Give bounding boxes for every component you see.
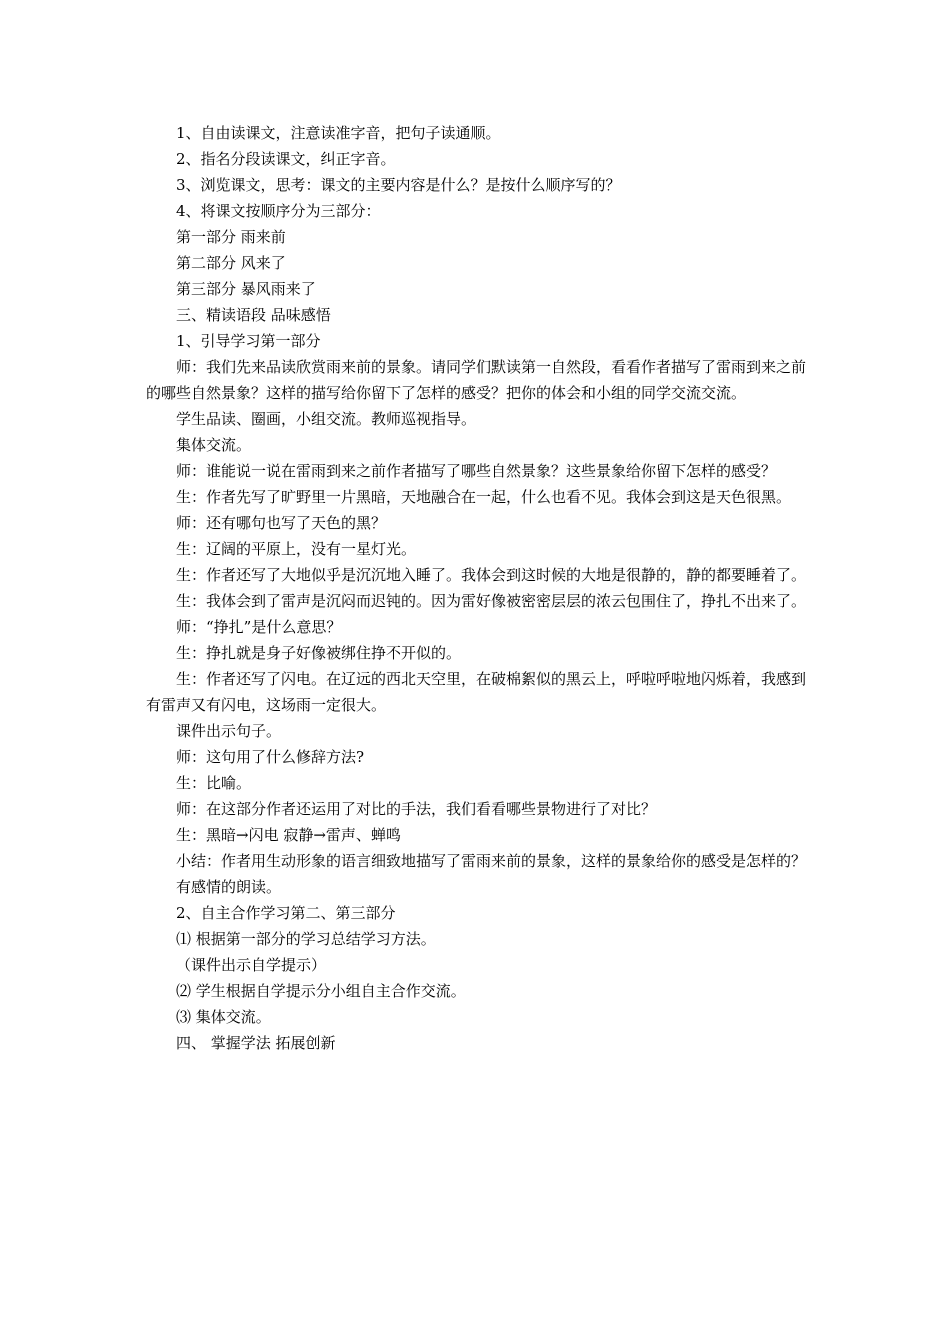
student-paragraph: 生：作者还写了闪电。在辽远的西北天空里，在破棉絮似的黑云上，呼啦呼啦地闪烁着，我感到有雷声又有闪电，这场雨一定很大。 (146, 670, 807, 714)
teacher-paragraph: 师：还有哪句也写了天色的黑？ (176, 514, 387, 532)
section-heading-master-methods: 四、 掌握学法 拓展创新 (176, 1034, 336, 1052)
body-paragraph: 集体交流。 (176, 436, 252, 454)
teacher-paragraph: 师：这句用了什么修辞方法? (176, 748, 365, 766)
teacher-paragraph: 师：我们先来品读欣赏雨来前的景象。请同学们默读第一自然段，看看作者描写了雷雨到来之前的哪些自然景象？这样的描写给你留下了怎样的感受？把你的体会和小组的同学交流交流。 (146, 358, 807, 402)
part-one-label: 第一部分 雨来前 (176, 228, 286, 246)
student-paragraph: 生：比喻。 (176, 774, 252, 792)
body-paragraph: （课件出示自学提示） (176, 956, 327, 974)
student-paragraph: 生：挣扎就是身子好像被绑住挣不开似的。 (176, 644, 462, 662)
list-item-divide-parts: 4、将课文按顺序分为三部分： (176, 202, 381, 220)
document-body (146, 120, 810, 1056)
summary-paragraph: 小结：作者用生动形象的语言细致地描写了雷雨来前的景象，这样的景象给你的感受是怎样的？ (176, 852, 807, 870)
part-three-label: 第三部分 暴风雨来了 (176, 280, 316, 298)
numbered-step: ⑴ 根据第一部分的学习总结学习方法。 (176, 930, 436, 948)
list-item-browse-text: 3、浏览课文，思考：课文的主要内容是什么？是按什么顺序写的？ (176, 176, 621, 194)
teacher-paragraph: 师：“挣扎”是什么意思？ (176, 618, 342, 636)
list-item-read-by-section: 2、指名分段读课文，纠正字音。 (176, 150, 396, 168)
part-two-label: 第二部分 风来了 (176, 254, 286, 272)
body-paragraph: 有感情的朗读。 (176, 878, 282, 896)
section-heading-close-reading: 三、精读语段 品味感悟 (176, 306, 331, 324)
student-paragraph: 生：作者先写了旷野里一片黑暗，天地融合在一起，什么也看不见。我体会到这是天色很黑。 (176, 488, 792, 506)
teacher-paragraph: 师：在这部分作者还运用了对比的手法，我们看看哪些景物进行了对比？ (176, 800, 657, 818)
student-paragraph: 生：我体会到了雷声是沉闷而迟钝的。因为雷好像被密密层层的浓云包围住了，挣扎不出来了。 (176, 592, 807, 610)
body-paragraph: 课件出示句子。 (176, 722, 282, 740)
numbered-step: ⑶ 集体交流。 (176, 1008, 271, 1026)
student-paragraph: 生：辽阔的平原上，没有一星灯光。 (176, 540, 417, 558)
body-paragraph: 学生品读、圈画，小组交流。教师巡视指导。 (176, 410, 477, 428)
student-paragraph: 生：作者还写了大地似乎是沉沉地入睡了。我体会到这时候的大地是很静的，静的都要睡着了。 (176, 566, 807, 584)
student-paragraph: 生：黑暗→闪电 寂静→雷声、蝉鸣 (176, 826, 401, 844)
numbered-step: ⑵ 学生根据自学提示分小组自主合作交流。 (176, 982, 466, 1000)
list-item-read-freely: 1、自由读课文，注意读准字音，把句子读通顺。 (176, 124, 501, 142)
teacher-paragraph: 师：谁能说一说在雷雨到来之前作者描写了哪些自然景象？这些景象给你留下怎样的感受？ (176, 462, 777, 480)
subsection-heading-parts-two-three: 2、自主合作学习第二、第三部分 (176, 904, 396, 922)
subsection-heading-part-one: 1、引导学习第一部分 (176, 332, 321, 350)
